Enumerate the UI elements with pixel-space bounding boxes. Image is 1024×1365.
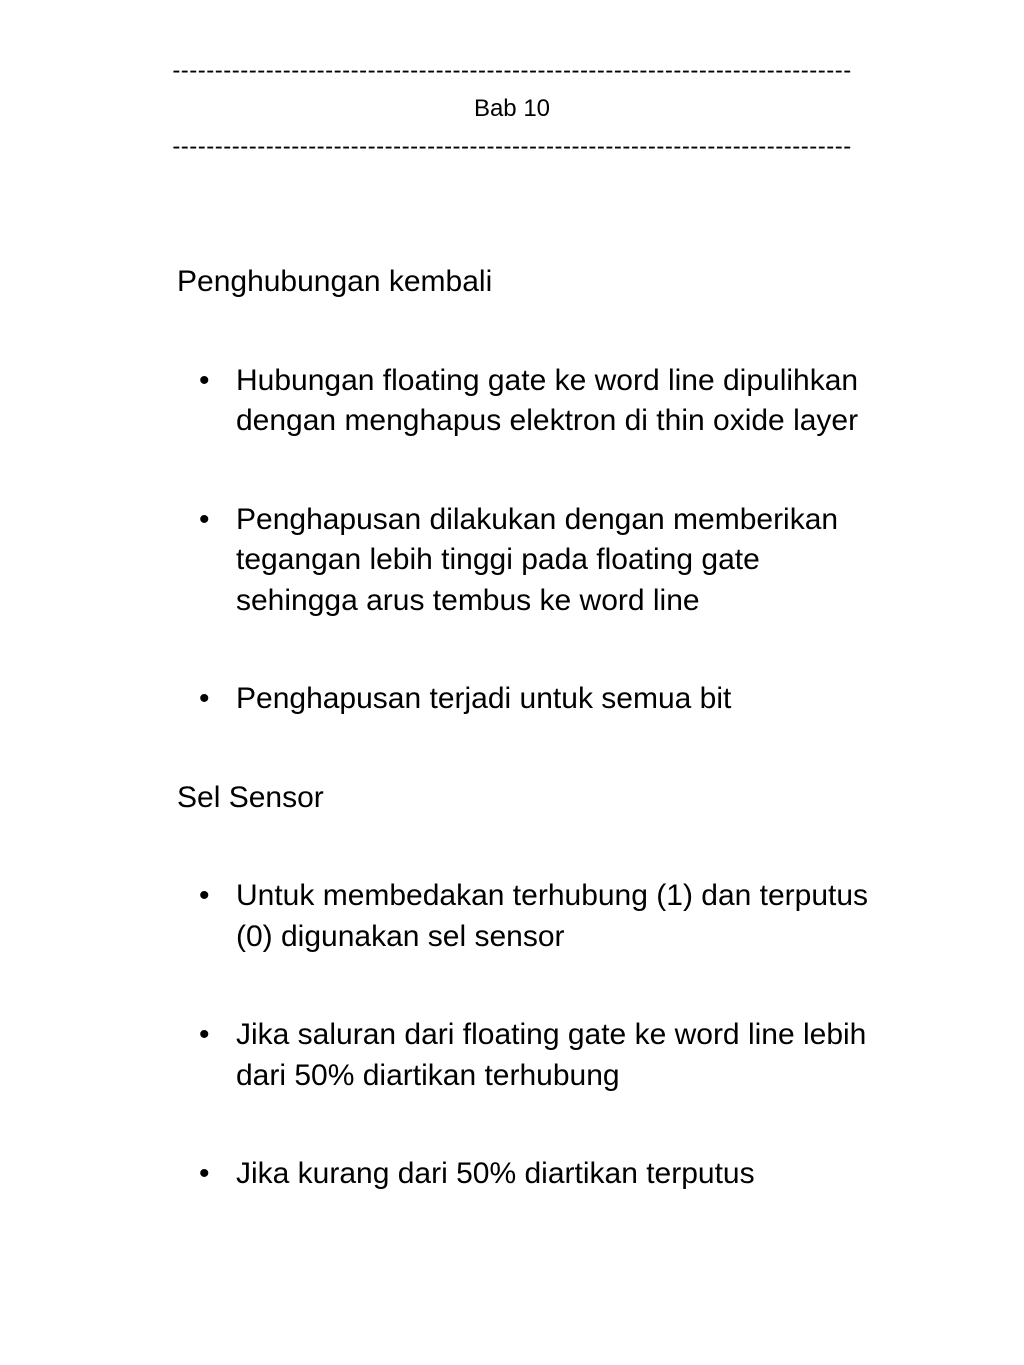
list-item-line: Hubungan floating gate ke word line dipulihkan <box>236 363 859 397</box>
list-item-line: (0) digunakan sel sensor <box>236 919 565 953</box>
section-heading: Penghubungan kembali <box>177 265 493 298</box>
header-divider-top: -------------------------------------------------------------------------------- <box>172 57 852 84</box>
list-item-line: dengan menghapus elektron di thin oxide layer <box>236 404 859 437</box>
list-item-line: Untuk membedakan terhubung (1) dan terputus <box>236 879 869 912</box>
list-item <box>177 361 977 442</box>
section-penghubungan-kembali <box>177 262 977 720</box>
list-item <box>177 679 977 720</box>
list-item-line: Jika saluran dari floating gate ke word line lebih <box>236 1018 867 1051</box>
list-item-line: Penghapusan dilakukan dengan memberikan <box>236 502 839 536</box>
bullet-icon: • <box>199 363 210 397</box>
section-heading: Sel Sensor <box>177 780 324 814</box>
bullet-icon: • <box>199 502 210 536</box>
list-item-line: Penghapusan terjadi untuk semua bit <box>236 682 732 715</box>
list-item-line: Jika kurang dari 50% diartikan terputus <box>236 1157 755 1190</box>
bullet-list <box>177 361 977 720</box>
bullet-icon: • <box>199 682 210 715</box>
list-item <box>177 1015 977 1096</box>
list-item-line: sehingga arus tembus ke word line <box>236 583 700 617</box>
section-sel-sensor <box>177 778 977 1195</box>
bullet-icon: • <box>199 1018 210 1051</box>
bullet-list <box>177 876 977 1195</box>
chapter-header <box>0 52 1024 166</box>
chapter-title: Bab 10 <box>473 95 551 122</box>
list-item <box>177 500 977 622</box>
document-body <box>177 262 977 1195</box>
list-item <box>177 876 977 957</box>
list-item <box>177 1154 977 1195</box>
list-item-line: dari 50% diartikan terhubung <box>236 1058 620 1092</box>
header-divider-bottom: -------------------------------------------------------------------------------- <box>172 133 852 160</box>
list-item-line: tegangan lebih tinggi pada floating gate <box>236 543 760 576</box>
bullet-icon: • <box>199 879 210 912</box>
bullet-icon: • <box>199 1157 210 1190</box>
